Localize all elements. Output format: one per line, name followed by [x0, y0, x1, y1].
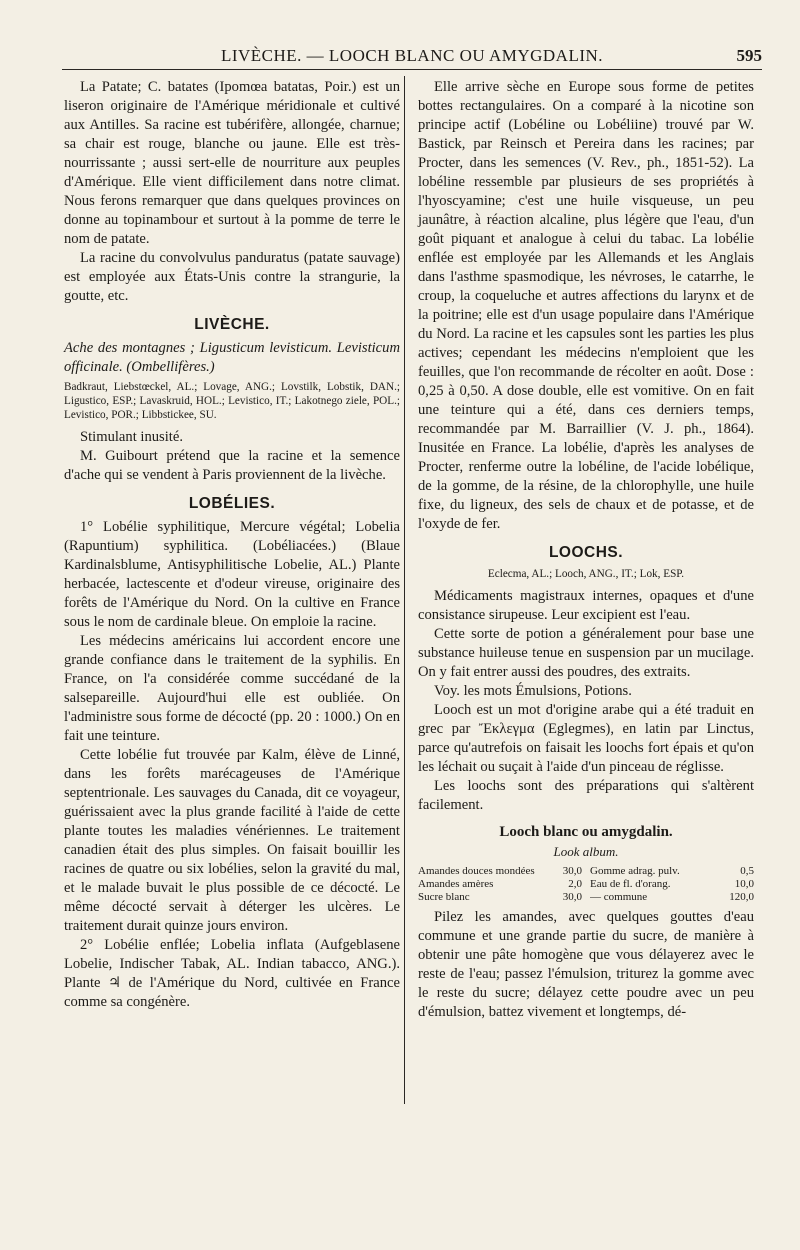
quantity: 120,0 — [729, 891, 754, 903]
quantity: 30,0 — [562, 865, 582, 877]
synonyms-liveche: Ache des montagnes ; Ligusticum levisticum. Levisticum officinale. (Ombellifères.) — [64, 340, 400, 375]
column-divider — [404, 76, 405, 1104]
page-number: 595 — [736, 46, 762, 65]
ingredient: Amandes amères — [418, 878, 494, 890]
quantity: 10,0 — [734, 878, 754, 890]
recipe-line — [418, 891, 582, 904]
recipe-line — [590, 878, 754, 891]
paragraph-voy: Voy. les mots Émulsions, Potions. — [434, 683, 632, 699]
paragraph-guibourt: M. Guibourt prétend que la racine et la semence d'ache qui se vendent à Paris proviennent de la livèche. — [64, 448, 400, 483]
recipe-line — [418, 878, 582, 891]
heading-lobelies: LOBÉLIES. — [188, 495, 276, 512]
recipe-subtitle: Look album. — [553, 844, 619, 859]
paragraph-potion: Cette sorte de potion a généralement pour base une substance huileuse tenue en suspension par un mucilage. On y fait entrer aussi des poudres, des extraits. — [418, 626, 754, 680]
paragraph-medicaments: Médicaments magistraux internes, opaques et d'une consistance sirupeuse. Leur excipient est l'eau. — [418, 588, 754, 623]
paragraph-medecins: Les médecins américains lui accordent encore une grande confiance dans le traitement de la syphilis. En France, on l'a considérée comme succédané de la salsepareille. Aujourd'hui elle est oubliée. On l'administre sous forme de décocté (pp. 20 : 1000.) On en fait une teinture. — [64, 633, 400, 744]
recipe-right-column — [590, 865, 754, 904]
paragraph-lobeline: Elle arrive sèche en Europe sous forme de petites bottes rectangulaires. On a comparé à la nicotine son principe actif (Lobéline ou Lobéliine) trouvé par W. Bastick, par Reinsch et Pereira dans les racines; par Procter, dans les semences (V. Rev., ph., 1851-52). La lobéline ressemble par plusieurs de ses propriétés à l'hyoscyamine; c'est une huile visqueuse, un peu jaunâtre, à réaction alcaline, plus légère que l'eau, d'un goût piquant et analogue à celui du tabac. La lobélie enflée est employée par les Allemands et les Anglais dans l'asthme spasmodique, les névroses, le catarrhe, le croup, la coqueluche et autres affections du larynx et de la poitrine; elle est d'un usage populaire dans l'Amérique du Nord. La racine et les capsules sont les parties les plus actives; cependant les médecins n'emploient que les feuilles, que l'on recommande de récolter en août. Dose : 0,25 à 0,50. A dose double, elle est vomitive. On en fait une teinture qui a été, dans ces derniers temps, recommandée par M. Barraillier (V. J. ph., 1864). Inusitée en France. La lobélie, d'après les analyses de Procter, renferme outre la lobéline, de l'acide lobélique, de la gomme, de la résine, de la chlorophylle, une huile fixe, du ligneux, des sels de chaux et de potasse, et de l'oxyde de fer. — [418, 79, 754, 532]
foreign-names-loochs: Eclecma, AL.; Looch, ANG., IT.; Lok, ESP. — [487, 568, 685, 580]
quantity: 30,0 — [562, 891, 582, 903]
paragraph-patate: La Patate; C. batates (Ipomœa batatas, Poir.) est un liseron originaire de l'Amérique méridionale et cultivé aux Antilles. Sa racine est tubérifère, allongée, charnue; sa chair est rouge, blanche ou jaune. Elle est très-nourrissante ; aussi sert-elle de nourriture aux peuples d'Amérique. Elle vient difficilement dans notre climat. Nous ferons remarquer que dans quelques provinces on donne au topinambour et surtout à la pomme de terre le nom de patate. — [64, 79, 400, 247]
paragraph-lobelie-syphilitique: 1° Lobélie syphilitique, Mercure végétal; Lobelia (Rapuntium) syphilitica. (Lobéliacées.) (Blaue Kardinalsblume, Antisyphilitische Lobelie, AL.) Plante herbacée, lactescente et d'odeur vireuse, originaire des forêts de l'Amérique du Nord. On la cultive en France sous le nom de cardinale bleue. On emploie la racine. — [64, 519, 400, 630]
paragraph-lobelie-enflee: 2° Lobélie enflée; Lobelia inflata (Aufgeblasene Lobelie, Indischer Tabak, AL. Indian tabacco, ANG.). Plante ♃ de l'Amérique du Nord, cultivée en France comme sa congénère. — [64, 937, 400, 1010]
running-title: LIVÈCHE. — LOOCH BLANC OU AMYGDALIN. — [220, 46, 604, 65]
heading-loochs: LOOCHS. — [548, 544, 624, 561]
recipe-left-column — [418, 865, 582, 904]
paragraph-origine: Looch est un mot d'origine arabe qui a été traduit en grec par Ἔκλεγμα (Eglegmes), en latin par Linctus, parce qu'autrefois on faisait les loochs fort épais et qu'on les léchait ou suçait à l'aide d'un pinceau de réglisse. — [418, 702, 754, 775]
quantity: 2,0 — [568, 878, 582, 890]
paragraph-alterent: Les loochs sont des préparations qui s'altèrent facilement. — [418, 778, 754, 813]
ingredient: Amandes douces mondées — [418, 865, 535, 877]
ingredient: Sucre blanc — [418, 891, 470, 903]
recipe-title: Looch blanc ou amygdalin. — [499, 824, 673, 840]
quantity: 0,5 — [740, 865, 754, 877]
recipe-table — [418, 865, 754, 904]
ingredient: — commune — [590, 891, 648, 903]
recipe-line — [590, 865, 754, 878]
paragraph-pilez: Pilez les amandes, avec quelques gouttes d'eau commune et une grande partie du sucre, de manière à obtenir une pâte homogène que vous délayerez avec le reste de l'eau; passez l'émulsion, triturez la gomme avec le reste du sucre; délayez cette poudre avec un peu d'émulsion, battez vivement et longtemps, dé- — [418, 909, 754, 1020]
page-header — [62, 46, 762, 70]
recipe-line — [418, 865, 582, 878]
recipe-line — [590, 891, 754, 904]
paragraph-stimulant: Stimulant inusité. — [80, 429, 183, 445]
ingredient: Eau de fl. d'orang. — [590, 878, 671, 890]
paragraph-convolvulus: La racine du convolvulus panduratus (patate sauvage) est employée aux États-Unis contre la strangurie, la goutte, etc. — [64, 250, 400, 304]
paragraph-kalm: Cette lobélie fut trouvée par Kalm, élève de Linné, dans les forêts marécageuses de l'Amérique septentrionale. Les sauvages du Canada, dit ce voyageur, guérissaient avec la plus grande facilité à l'aide de cette plante toutes les maladies vénériennes. Le traitement canadien était des plus simples. On faisait bouillir les racines de quatre ou six lobélies, selon la gravité du mal, et le malade buvait le plus possible de ce décocté. Le même décocté servait à déterger les ulcères. Le traitement durait quinze jours environ. — [64, 747, 400, 934]
left-column — [64, 78, 400, 1012]
right-column — [418, 78, 754, 1022]
foreign-names-liveche: Badkraut, Liebstœckel, AL.; Lovage, ANG.; Lovstilk, Lobstik, DAN.; Ligustico, ESP.; Lavaskruid, HOL.; Levistico, IT.; Lakotnego ziele, POL.; Levistico, POR.; Libbstickee, SU. — [64, 381, 400, 421]
heading-liveche: LIVÈCHE. — [194, 316, 270, 333]
ingredient: Gomme adrag. pulv. — [590, 865, 680, 877]
